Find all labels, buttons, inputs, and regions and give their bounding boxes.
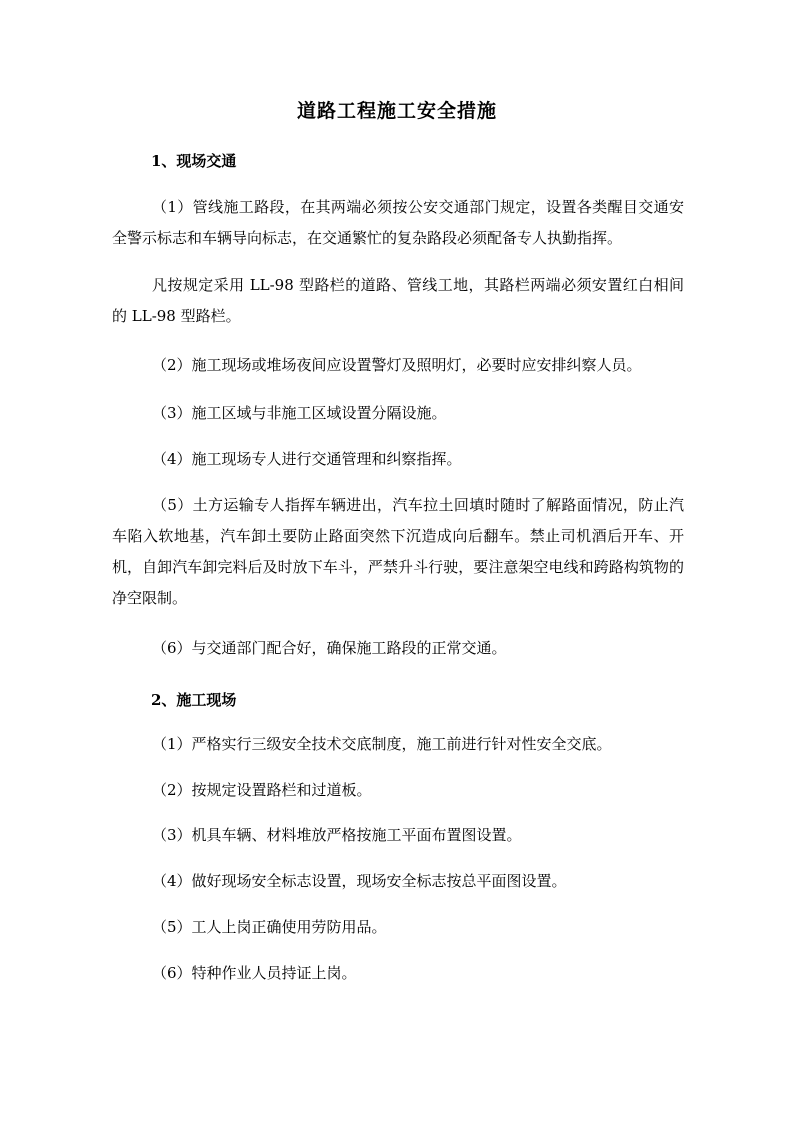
paragraph: （4）施工现场专人进行交通管理和纠察指挥。 [152, 450, 462, 468]
paragraph: （1）管线施工路段，在其两端必须按公安交通部门规定，设置各类醒目交通安全警示标志和车辆导向标志，在交通繁忙的复杂路段必须配备专人执勤指挥。 [112, 198, 684, 247]
paragraph: （5）工人上岗正确使用劳防用品。 [152, 918, 387, 936]
section-heading-traffic: 1、现场交通 [151, 152, 237, 170]
paragraph: （6）特种作业人员持证上岗。 [152, 964, 357, 982]
paragraph: （6）与交通部门配合好，确保施工路段的正常交通。 [152, 639, 507, 657]
paragraph: （1）严格实行三级安全技术交底制度，施工前进行针对性安全交底。 [152, 735, 612, 753]
section-heading-site: 2、施工现场 [151, 691, 237, 709]
paragraph: 凡按规定采用 LL-98 型路栏的道路、管线工地，其路栏两端必须安置红白相间的 LL-98 型路栏。 [112, 276, 684, 325]
paragraph: （3）机具车辆、材料堆放严格按施工平面布置图设置。 [152, 826, 522, 844]
document-title: 道路工程施工安全措施 [296, 100, 497, 122]
paragraph: （3）施工区域与非施工区域设置分隔设施。 [152, 404, 447, 422]
paragraph: （5）土方运输专人指挥车辆进出，汽车拉土回填时随时了解路面情况，防止汽车陷入软地基，汽车卸土要防止路面突然下沉造成向后翻车。禁止司机酒后开车、开机，自卸汽车卸完料后及时放下车斗，严禁升斗行驶，要注意架空电线和跨路构筑物的净空限制。 [112, 496, 684, 607]
paragraph: （4）做好现场安全标志设置，现场安全标志按总平面图设置。 [152, 872, 567, 890]
paragraph: （2）施工现场或堆场夜间应设置警灯及照明灯，必要时应安排纠察人员。 [152, 356, 642, 374]
paragraph: （2）按规定设置路栏和过道板。 [152, 781, 372, 799]
